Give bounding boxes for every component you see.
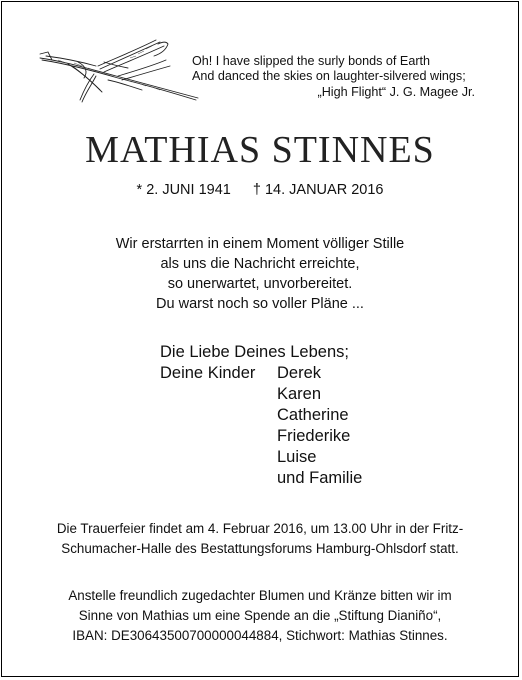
children-label: Deine Kinder <box>160 364 256 382</box>
poem-line: so unerwartet, unvorbereitet. <box>167 276 353 292</box>
mourners-list <box>160 342 362 489</box>
epigraph-source: „High Flight“ J. G. Magee Jr. <box>317 85 475 99</box>
poem-line: Wir erstarrten in einem Moment völliger Stille <box>115 236 405 252</box>
child-name: Friederike <box>277 427 351 445</box>
notice-line: Die Trauerfeier findet am 4. Februar 2016, um 13.00 Uhr in der Fritz- <box>56 521 464 536</box>
child-name: Karen <box>277 385 322 403</box>
notice-line: Anstelle freundlich zugedachter Blumen und Kränze bitten wir im <box>68 588 452 603</box>
obituary-card <box>1 1 519 677</box>
deceased-name: MATHIAS STINNES <box>85 129 435 171</box>
epigraph <box>192 54 475 100</box>
child-name: Catherine <box>277 406 349 424</box>
notice-line: Sinne von Mathias um eine Spende an die „Stiftung Dianiño“, <box>78 608 442 623</box>
children-names <box>277 363 362 489</box>
child-name: Luise <box>277 448 317 466</box>
notice-line: Schumacher-Halle des Bestattungsforums Hamburg-Ohlsdorf statt. <box>61 541 459 556</box>
children-row <box>160 363 362 489</box>
airplane-sketch-icon <box>38 36 200 106</box>
family-note: und Familie <box>277 469 363 487</box>
death-date: † 14. JANUAR 2016 <box>252 182 384 198</box>
funeral-notice <box>2 519 518 559</box>
life-dates <box>2 182 518 198</box>
notice-line: IBAN: DE30643500700000044884, Stichwort: Mathias Stinnes. <box>72 628 448 643</box>
poem-line: als uns die Nachricht erreichte, <box>160 256 360 272</box>
poem-line: Du warst noch so voller Pläne ... <box>156 296 364 312</box>
memorial-poem <box>2 234 518 314</box>
donation-notice <box>2 586 518 646</box>
spouse-line: Die Liebe Deines Lebens; <box>160 343 349 361</box>
epigraph-line: Oh! I have slipped the surly bonds of Earth <box>192 54 431 68</box>
epigraph-line: And danced the skies on laughter-silvered wings; <box>192 69 466 83</box>
child-name: Derek <box>277 364 322 382</box>
birth-date: * 2. JUNI 1941 <box>136 182 231 198</box>
